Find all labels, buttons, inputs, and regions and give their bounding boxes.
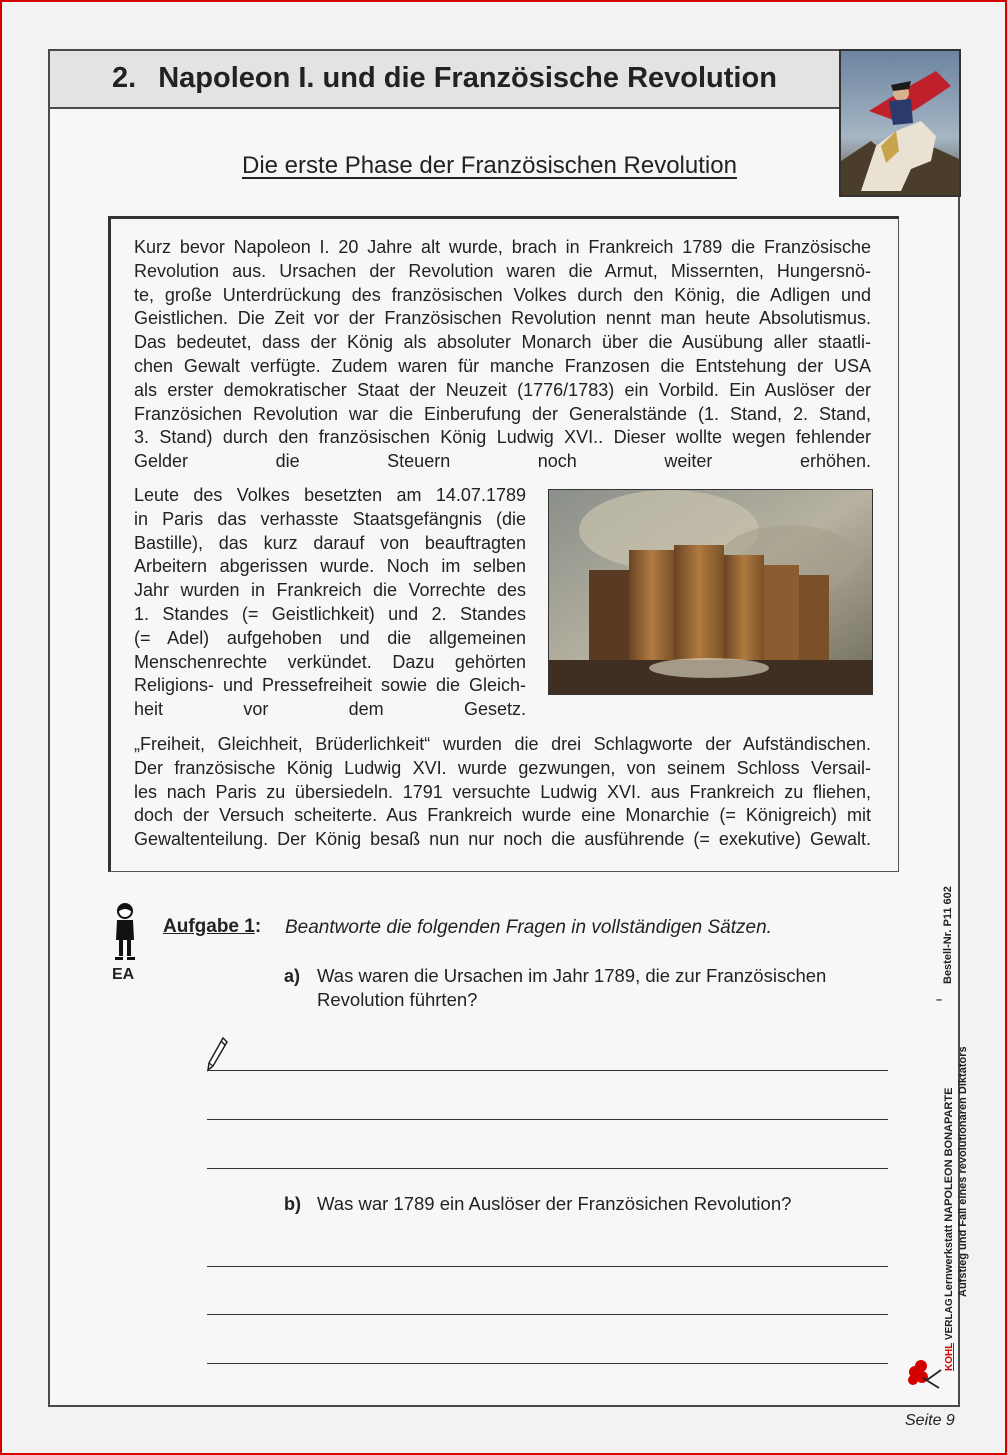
- section-subtitle: Die erste Phase der Französischen Revolution: [242, 152, 737, 179]
- text-line: les nach Paris zu übersiedeln. 1791 versuchte Ludwig XVI. aus Frankreich zu fliehen,: [134, 781, 871, 802]
- text-line: heit vor dem Gesetz.: [134, 699, 526, 720]
- task-label-text: Aufgabe 1: [163, 916, 255, 937]
- student-figure-icon: [110, 902, 140, 962]
- text-line: Kurz bevor Napoleon I. 20 Jahre alt wurde, brach in Frankreich 1789 die Französische: [134, 237, 871, 257]
- series-title: Lernwerkstatt NAPOLEON BONAPARTE: [943, 1087, 955, 1297]
- bastille-painting-image: [548, 489, 873, 695]
- publisher-kohl: KOHL: [944, 1342, 955, 1371]
- text-line: Geistlichen. Die Zeit vor der Französischen Revolution nennt man heute Absolutismus.: [134, 308, 871, 329]
- napoleon-portrait-image: [839, 49, 961, 197]
- series-subtitle: Aufstieg und Fall eines revolutionären Diktators: [957, 1046, 969, 1297]
- order-number: Bestell-Nr. P11 602: [942, 886, 954, 984]
- text-line: in Paris das verhasste Staatsgefängnis (die: [134, 508, 526, 529]
- text-line: Jahr wurden in Frankreich die Vorrechte des: [134, 580, 526, 601]
- pencil-icon: [205, 1036, 229, 1072]
- text-line: Revolution aus. Ursachen der Revolution waren die Armut, Missernten, Hungersnö-: [134, 260, 871, 281]
- task-label: [163, 916, 261, 938]
- chapter-title: [112, 62, 777, 95]
- publisher-name: [944, 1298, 955, 1371]
- text-line: Was waren die Ursachen im Jahr 1789, die zur Französischen: [317, 965, 827, 986]
- sidebar-dash: –: [936, 994, 943, 1006]
- series-info: [942, 1046, 970, 1297]
- text-line: Französichen Revolution war die Einberufung der Generalstände (1. Stand, 2. Stand,: [134, 403, 871, 424]
- question-b-text: [317, 1192, 791, 1216]
- question-b-letter: b): [284, 1194, 301, 1214]
- text-line: „Freiheit, Gleichheit, Brüderlichkeit“ wurden die drei Schlagworte der Aufständischen.: [134, 734, 871, 754]
- text-line: Was war 1789 ein Auslöser der Französichen Revolution?: [317, 1193, 792, 1214]
- answer-line-a3[interactable]: [207, 1168, 888, 1169]
- chapter-number: 2.: [112, 62, 137, 94]
- text-line: 3. Stand) durch den französischen König Ludwig XVI.. Dieser wollte wegen fehlender: [134, 427, 871, 448]
- kohl-tree-logo: [905, 1300, 945, 1392]
- text-line: 1. Standes (= Geistlichkeit) und 2. Standes: [134, 603, 526, 624]
- text-line: Bastille), das kurz darauf von beauftragten: [134, 532, 526, 553]
- text-line: (= Adel) aufgehoben und die allgemeinen: [134, 627, 526, 648]
- question-a-text: [317, 964, 826, 1012]
- question-a-letter: a): [284, 966, 301, 986]
- paragraph-slogans: [134, 733, 871, 852]
- paragraph-causes: [134, 236, 871, 474]
- text-line: Gelder die Steuern noch weiter erhöhen.: [134, 451, 871, 472]
- text-line: te, große Unterdrückung des französischen Volkes durch den König, die Adligen und: [134, 284, 871, 305]
- text-line: Revolution führten?: [317, 989, 478, 1010]
- text-line: Der französische König Ludwig XVI. wurde gezwungen, von seinem Schloss Versail-: [134, 757, 871, 778]
- answer-line-b2[interactable]: [207, 1314, 888, 1315]
- answer-line-b3[interactable]: [207, 1363, 888, 1364]
- publisher-verlag: VERLAG: [944, 1298, 955, 1341]
- text-line: chen Gewalt verfügte. Zudem waren für manche Franzosen die Entstehung der USA: [134, 355, 871, 376]
- text-line: doch der Versuch scheiterte. Aus Frankreich wurde eine Monarchie (= Königreich) mit: [134, 805, 871, 826]
- paragraph-bastille: [134, 484, 526, 722]
- text-line: Menschenrechte verkündet. Dazu gehörten: [134, 651, 526, 672]
- text-line: Gewaltenteilung. Der König besaß nun nur noch die ausführende (= exekutive) Gewalt.: [134, 829, 871, 850]
- text-line: Religions- und Pressefreiheit sowie die Gleich-: [134, 675, 526, 696]
- text-line: Arbeitern abgerissen wurde. Noch im selben: [134, 556, 526, 577]
- answer-line-a2[interactable]: [207, 1119, 888, 1120]
- task-instruction: Beantworte die folgenden Fragen in vollständigen Sätzen.: [285, 917, 772, 938]
- work-form-label: EA: [112, 966, 135, 983]
- task-label-colon: :: [254, 916, 262, 937]
- answer-line-b1[interactable]: [207, 1266, 888, 1267]
- text-line: Das bedeutet, dass der König als absoluter Monarch über die Ausübung aller staatli-: [134, 332, 871, 353]
- text-line: Leute des Volkes besetzten am 14.07.1789: [134, 485, 526, 505]
- text-line: als erster demokratischer Staat der Neuzeit (1776/1783) ein Vorbild. Ein Auslöser der: [134, 379, 871, 400]
- answer-line-a1[interactable]: [207, 1070, 888, 1071]
- page-number: Seite 9: [905, 1412, 955, 1429]
- chapter-title-text: Napoleon I. und die Französische Revolution: [158, 62, 777, 94]
